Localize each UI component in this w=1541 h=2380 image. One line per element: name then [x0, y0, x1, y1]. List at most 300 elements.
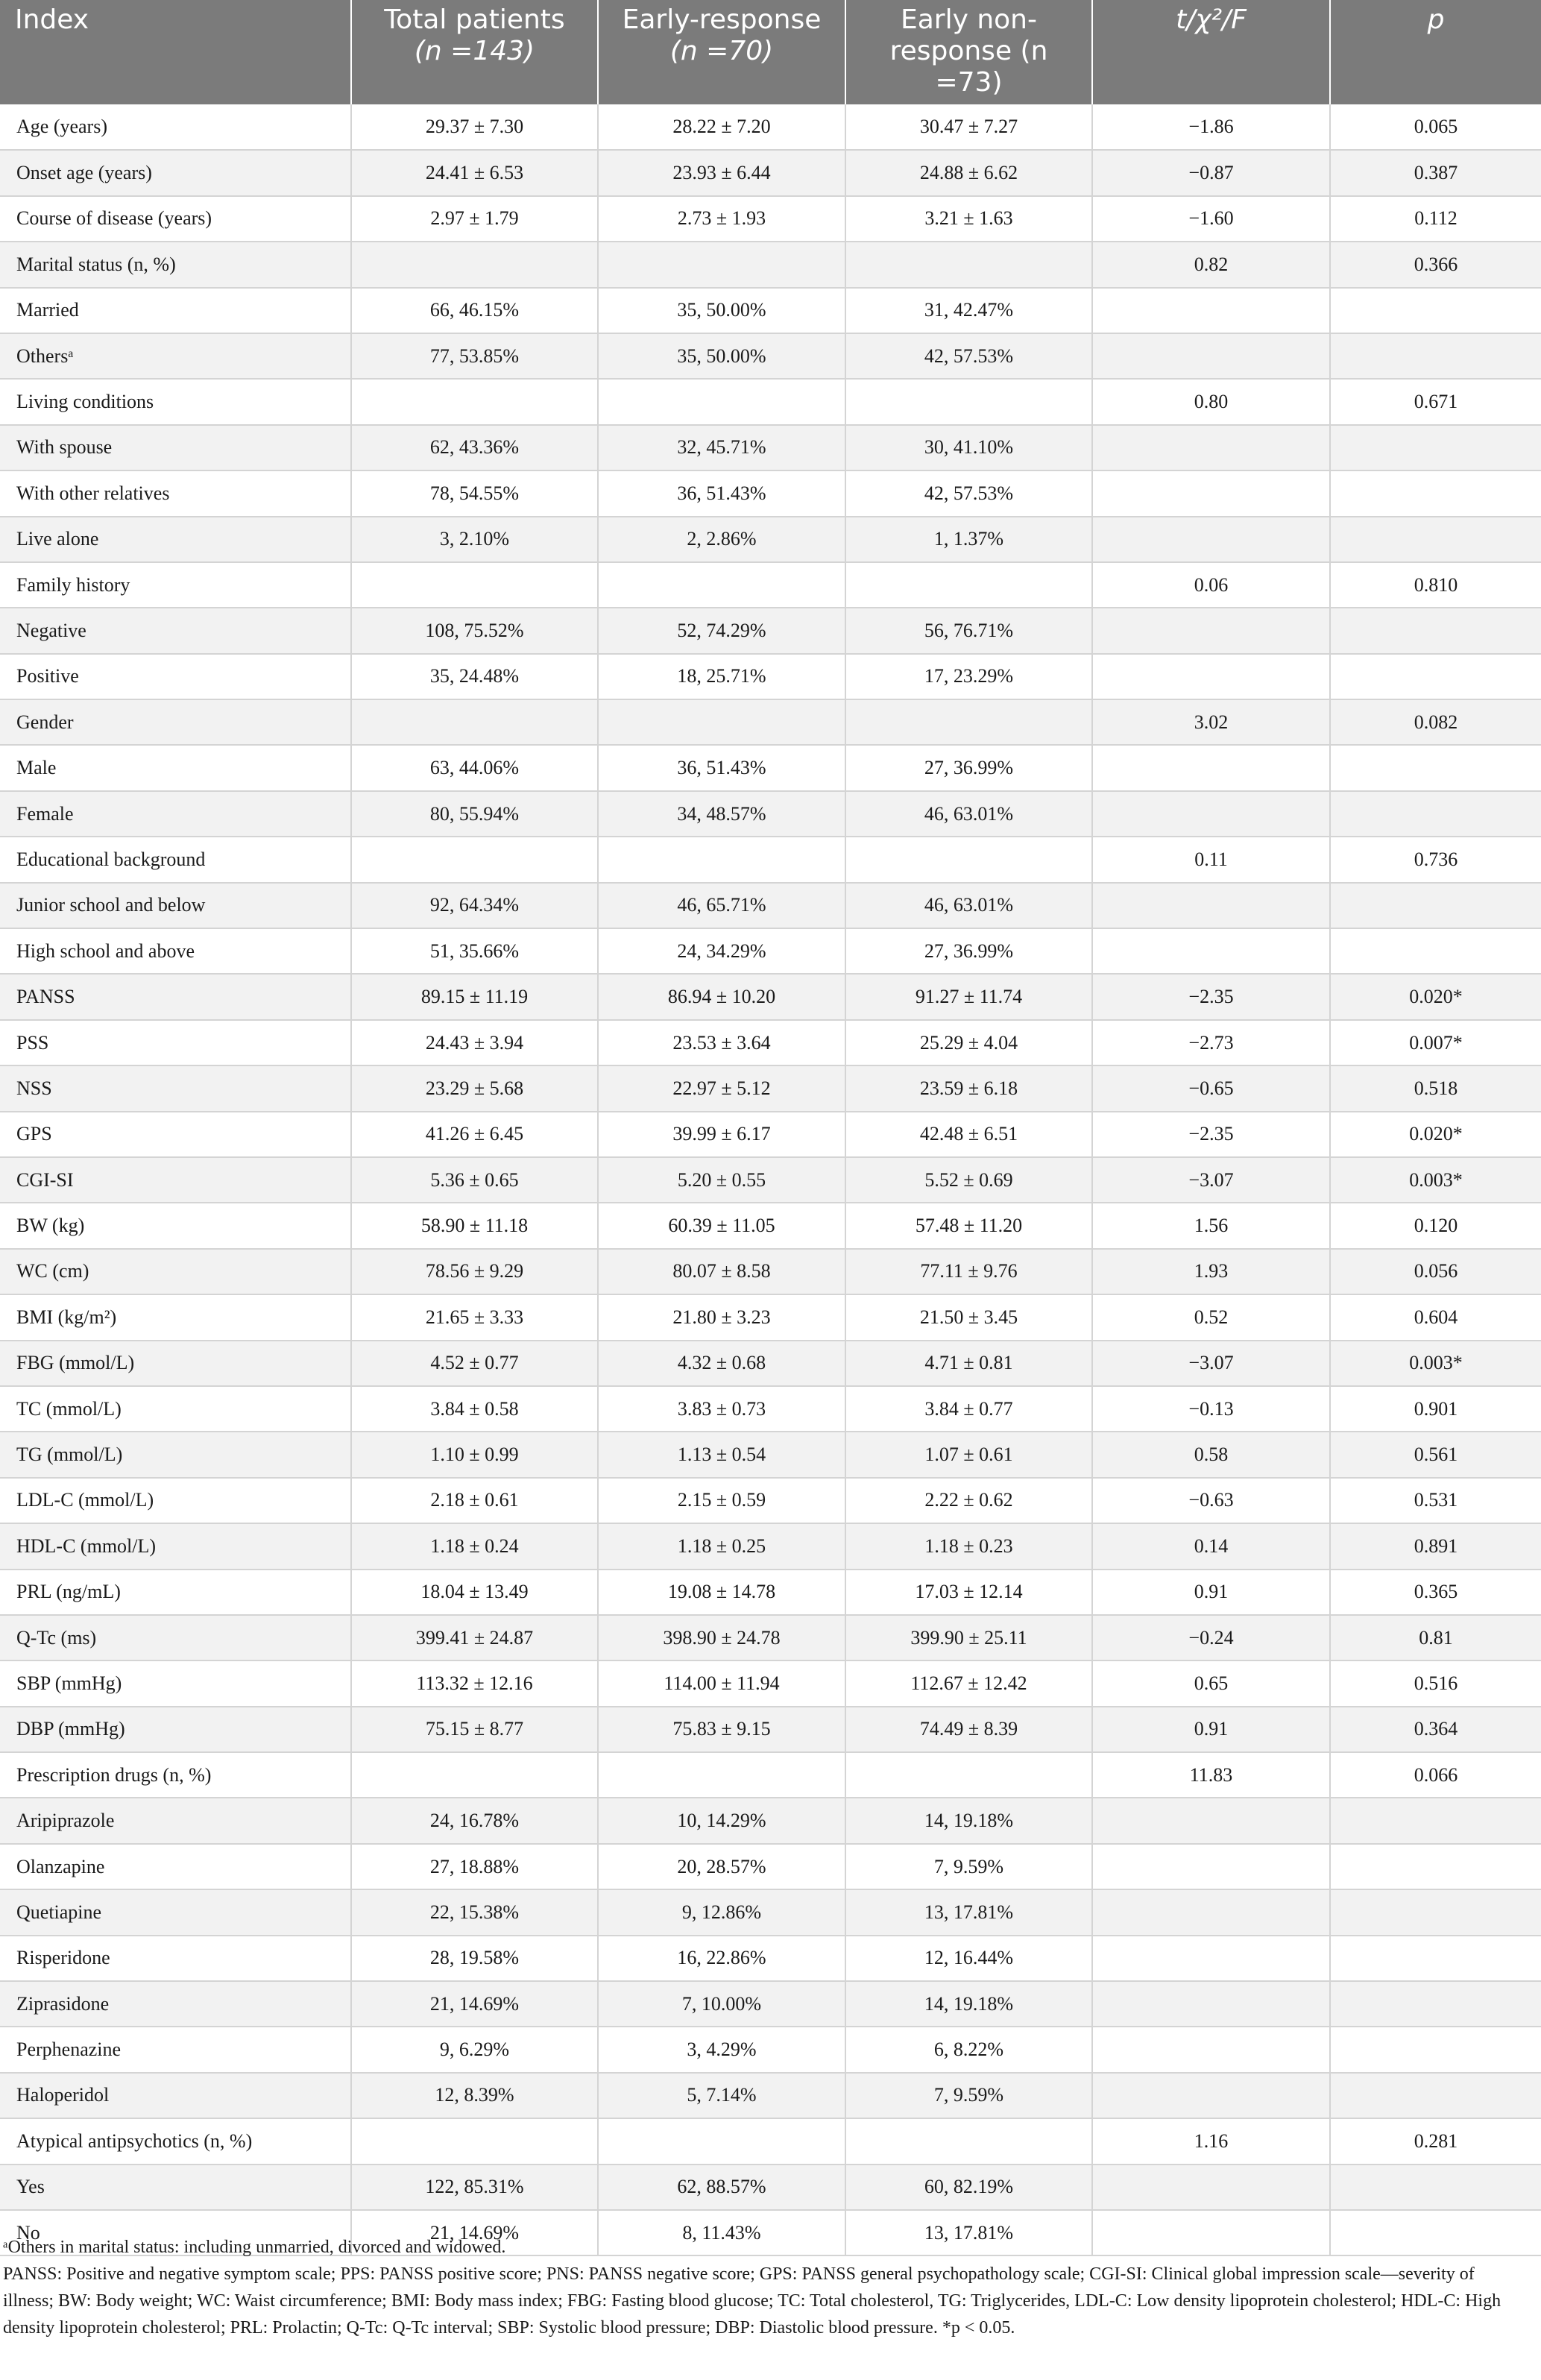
early-response-cell: 2, 2.86%	[598, 517, 845, 562]
early-non-response-cell: 3.84 ± 0.77	[845, 1386, 1092, 1432]
table-row	[0, 791, 1541, 837]
test-statistic-cell	[1092, 608, 1330, 653]
early-non-response-cell: 6, 8.22%	[845, 2027, 1092, 2072]
p-value-cell: 0.810	[1330, 562, 1541, 608]
early-response-cell: 20, 28.57%	[598, 1844, 845, 1889]
early-non-response-cell: 24.88 ± 6.62	[845, 150, 1092, 195]
table-row	[0, 1844, 1541, 1889]
table-row	[0, 150, 1541, 195]
test-statistic-cell: −1.86	[1092, 104, 1330, 150]
table-row	[0, 1020, 1541, 1065]
header-test-statistic: t/χ²/F	[1092, 0, 1330, 104]
test-statistic-cell: −0.24	[1092, 1615, 1330, 1660]
total-patients-cell: 122, 85.31%	[351, 2165, 598, 2210]
p-value-cell: 0.891	[1330, 1523, 1541, 1569]
row-index-cell: CGI-SI	[0, 1157, 351, 1203]
early-response-cell: 10, 14.29%	[598, 1798, 845, 1843]
table-row	[0, 974, 1541, 1019]
table-row	[0, 2027, 1541, 2072]
p-value-cell: 0.901	[1330, 1386, 1541, 1432]
row-index-cell: LDL-C (mmol/L)	[0, 1478, 351, 1523]
row-index-cell: Negative	[0, 608, 351, 653]
table-footnotes	[0, 2234, 1524, 2341]
early-response-cell	[598, 562, 845, 608]
table-row	[0, 837, 1541, 882]
test-statistic-cell: 1.16	[1092, 2118, 1330, 2164]
total-patients-cell	[351, 1752, 598, 1798]
table-row	[0, 1981, 1541, 2027]
table-row	[0, 745, 1541, 790]
row-index-cell: BW (kg)	[0, 1203, 351, 1248]
early-non-response-cell: 4.71 ± 0.81	[845, 1341, 1092, 1386]
table-row	[0, 288, 1541, 333]
test-statistic-cell: 11.83	[1092, 1752, 1330, 1798]
row-index-cell: SBP (mmHg)	[0, 1660, 351, 1706]
test-statistic-cell: 0.91	[1092, 1707, 1330, 1752]
total-patients-cell: 18.04 ± 13.49	[351, 1570, 598, 1615]
table-row	[0, 1065, 1541, 1111]
row-index-cell: Onset age (years)	[0, 150, 351, 195]
early-response-cell	[598, 379, 845, 424]
early-response-cell: 4.32 ± 0.68	[598, 1341, 845, 1386]
early-response-cell	[598, 242, 845, 287]
early-response-cell: 36, 51.43%	[598, 470, 845, 516]
early-response-cell: 2.73 ± 1.93	[598, 196, 845, 242]
p-value-cell: 0.281	[1330, 2118, 1541, 2164]
test-statistic-cell: 0.82	[1092, 242, 1330, 287]
early-response-cell: 23.93 ± 6.44	[598, 150, 845, 195]
row-index-cell: Q-Tc (ms)	[0, 1615, 351, 1660]
test-statistic-cell	[1092, 517, 1330, 562]
p-value-cell	[1330, 1981, 1541, 2027]
row-index-cell: Male	[0, 745, 351, 790]
test-statistic-cell: 0.91	[1092, 1570, 1330, 1615]
early-response-cell: 35, 50.00%	[598, 333, 845, 379]
p-value-cell	[1330, 1798, 1541, 1843]
p-value-cell: 0.366	[1330, 242, 1541, 287]
p-value-cell	[1330, 1936, 1541, 1981]
total-patients-cell: 35, 24.48%	[351, 654, 598, 699]
test-statistic-cell: 0.58	[1092, 1432, 1330, 1477]
total-patients-cell: 9, 6.29%	[351, 2027, 598, 2072]
early-response-cell: 22.97 ± 5.12	[598, 1065, 845, 1111]
test-statistic-cell	[1092, 333, 1330, 379]
early-response-cell: 35, 50.00%	[598, 288, 845, 333]
early-response-cell: 2.15 ± 0.59	[598, 1478, 845, 1523]
table-row	[0, 333, 1541, 379]
row-index-cell: HDL-C (mmol/L)	[0, 1523, 351, 1569]
total-patients-cell: 1.18 ± 0.24	[351, 1523, 598, 1569]
early-non-response-cell: 13, 17.81%	[845, 1889, 1092, 1935]
early-response-cell: 1.13 ± 0.54	[598, 1432, 845, 1477]
total-patients-cell: 24, 16.78%	[351, 1798, 598, 1843]
total-patients-cell: 29.37 ± 7.30	[351, 104, 598, 150]
footnote-abbreviations: PANSS: Positive and negative symptom scale; PPS: PANSS positive score; PNS: PANSS negative score; GPS: PANSS general psychopathology scale; CGI-SI: Clinical global impression scale—severity of illness; BW: Body weight; WC: Waist circumference; BMI: Body mass index; FBG: Fasting blood glucose; TC: Total cholesterol, TG: Triglycerides, LDL-C: Low density lipoprotein cholesterol; HDL-C: High density lipoprotein cholesterol; PRL: Prolactin; Q-Tc: Q-Tc interval; SBP: Systolic blood pressure; DBP: Diastolic blood pressure. *p < 0.05.	[3, 2264, 1501, 2338]
row-index-cell: With other relatives	[0, 470, 351, 516]
early-non-response-cell: 42, 57.53%	[845, 333, 1092, 379]
early-response-cell: 34, 48.57%	[598, 791, 845, 837]
early-non-response-cell: 77.11 ± 9.76	[845, 1249, 1092, 1294]
test-statistic-cell	[1092, 1844, 1330, 1889]
table-row	[0, 1660, 1541, 1706]
total-patients-cell: 108, 75.52%	[351, 608, 598, 653]
test-statistic-cell	[1092, 425, 1330, 470]
row-index-cell: Family history	[0, 562, 351, 608]
row-index-cell: PRL (ng/mL)	[0, 1570, 351, 1615]
row-index-cell: Junior school and below	[0, 883, 351, 928]
early-response-cell: 36, 51.43%	[598, 745, 845, 790]
test-statistic-cell	[1092, 745, 1330, 790]
table-row	[0, 1523, 1541, 1569]
test-statistic-cell	[1092, 1981, 1330, 2027]
p-value-cell: 0.671	[1330, 379, 1541, 424]
early-non-response-cell: 91.27 ± 11.74	[845, 974, 1092, 1019]
early-non-response-cell	[845, 379, 1092, 424]
test-statistic-cell: 0.52	[1092, 1294, 1330, 1340]
test-statistic-cell	[1092, 2073, 1330, 2118]
early-response-cell: 21.80 ± 3.23	[598, 1294, 845, 1340]
test-statistic-cell: 1.56	[1092, 1203, 1330, 1248]
total-patients-cell: 21, 14.69%	[351, 2210, 598, 2255]
table-body	[0, 104, 1541, 2255]
total-patients-cell: 2.18 ± 0.61	[351, 1478, 598, 1523]
early-non-response-cell	[845, 699, 1092, 745]
header-early-response: Early-response (n =70)	[598, 0, 845, 104]
p-value-cell	[1330, 883, 1541, 928]
table-row	[0, 1478, 1541, 1523]
table-row	[0, 1570, 1541, 1615]
p-value-cell	[1330, 791, 1541, 837]
row-index-cell: NSS	[0, 1065, 351, 1111]
total-patients-cell: 78.56 ± 9.29	[351, 1249, 598, 1294]
row-index-cell: BMI (kg/m²)	[0, 1294, 351, 1340]
row-index-cell: PSS	[0, 1020, 351, 1065]
test-statistic-cell	[1092, 2165, 1330, 2210]
test-statistic-cell	[1092, 1798, 1330, 1843]
early-response-cell: 8, 11.43%	[598, 2210, 845, 2255]
early-non-response-cell: 60, 82.19%	[845, 2165, 1092, 2210]
early-response-cell	[598, 1752, 845, 1798]
total-patients-cell: 80, 55.94%	[351, 791, 598, 837]
early-non-response-cell: 30, 41.10%	[845, 425, 1092, 470]
early-response-cell: 3, 4.29%	[598, 2027, 845, 2072]
row-index-cell: Educational background	[0, 837, 351, 882]
total-patients-cell	[351, 379, 598, 424]
total-patients-cell: 77, 53.85%	[351, 333, 598, 379]
early-response-cell: 62, 88.57%	[598, 2165, 845, 2210]
total-patients-cell: 399.41 ± 24.87	[351, 1615, 598, 1660]
p-value-cell: 0.561	[1330, 1432, 1541, 1477]
early-response-cell: 52, 74.29%	[598, 608, 845, 653]
early-response-cell: 5, 7.14%	[598, 2073, 845, 2118]
header-index: Index	[0, 0, 351, 104]
test-statistic-cell: 0.65	[1092, 1660, 1330, 1706]
early-response-cell: 1.18 ± 0.25	[598, 1523, 845, 1569]
table-row	[0, 1615, 1541, 1660]
p-value-cell	[1330, 928, 1541, 974]
p-value-cell: 0.003*	[1330, 1157, 1541, 1203]
row-index-cell: Yes	[0, 2165, 351, 2210]
early-non-response-cell	[845, 1752, 1092, 1798]
p-value-cell	[1330, 2027, 1541, 2072]
row-index-cell: Quetiapine	[0, 1889, 351, 1935]
total-patients-cell: 89.15 ± 11.19	[351, 974, 598, 1019]
p-value-cell: 0.736	[1330, 837, 1541, 882]
total-patients-cell: 3.84 ± 0.58	[351, 1386, 598, 1432]
total-patients-cell: 113.32 ± 12.16	[351, 1660, 598, 1706]
table-row	[0, 196, 1541, 242]
table-row	[0, 2073, 1541, 2118]
row-index-cell: FBG (mmol/L)	[0, 1341, 351, 1386]
early-response-cell: 398.90 ± 24.78	[598, 1615, 845, 1660]
early-non-response-cell: 31, 42.47%	[845, 288, 1092, 333]
early-non-response-cell: 7, 9.59%	[845, 2073, 1092, 2118]
row-index-cell: Living conditions	[0, 379, 351, 424]
test-statistic-cell: −0.13	[1092, 1386, 1330, 1432]
test-statistic-cell: 3.02	[1092, 699, 1330, 745]
total-patients-cell: 58.90 ± 11.18	[351, 1203, 598, 1248]
table-row	[0, 1386, 1541, 1432]
total-patients-cell	[351, 2118, 598, 2164]
test-statistic-cell: 1.93	[1092, 1249, 1330, 1294]
row-index-cell: Ziprasidone	[0, 1981, 351, 2027]
p-value-cell	[1330, 1889, 1541, 1935]
row-index-cell: Atypical antipsychotics (n, %)	[0, 2118, 351, 2164]
early-response-cell	[598, 2118, 845, 2164]
p-value-cell	[1330, 1844, 1541, 1889]
p-value-cell	[1330, 608, 1541, 653]
table-row	[0, 1432, 1541, 1477]
early-response-cell: 16, 22.86%	[598, 1936, 845, 1981]
p-value-cell	[1330, 425, 1541, 470]
early-response-cell: 5.20 ± 0.55	[598, 1157, 845, 1203]
total-patients-cell: 41.26 ± 6.45	[351, 1112, 598, 1157]
total-patients-cell	[351, 242, 598, 287]
early-response-cell: 23.53 ± 3.64	[598, 1020, 845, 1065]
early-non-response-cell: 25.29 ± 4.04	[845, 1020, 1092, 1065]
p-value-cell: 0.364	[1330, 1707, 1541, 1752]
table-row	[0, 1752, 1541, 1798]
row-index-cell: Perphenazine	[0, 2027, 351, 2072]
p-value-cell: 0.531	[1330, 1478, 1541, 1523]
row-index-cell: Age (years)	[0, 104, 351, 150]
total-patients-cell: 22, 15.38%	[351, 1889, 598, 1935]
table-row	[0, 562, 1541, 608]
total-patients-cell: 92, 64.34%	[351, 883, 598, 928]
early-response-cell: 39.99 ± 6.17	[598, 1112, 845, 1157]
early-response-cell: 3.83 ± 0.73	[598, 1386, 845, 1432]
early-response-cell: 46, 65.71%	[598, 883, 845, 928]
early-response-cell	[598, 699, 845, 745]
row-index-cell: DBP (mmHg)	[0, 1707, 351, 1752]
early-non-response-cell	[845, 242, 1092, 287]
early-response-cell	[598, 837, 845, 882]
total-patients-cell: 28, 19.58%	[351, 1936, 598, 1981]
p-value-cell	[1330, 2073, 1541, 2118]
p-value-cell: 0.020*	[1330, 974, 1541, 1019]
table-row	[0, 1157, 1541, 1203]
early-non-response-cell: 23.59 ± 6.18	[845, 1065, 1092, 1111]
p-value-cell	[1330, 288, 1541, 333]
early-response-cell: 24, 34.29%	[598, 928, 845, 974]
p-value-cell: 0.007*	[1330, 1020, 1541, 1065]
p-value-cell: 0.120	[1330, 1203, 1541, 1248]
row-index-cell: Othersᵃ	[0, 333, 351, 379]
total-patients-cell: 3, 2.10%	[351, 517, 598, 562]
table-row	[0, 1707, 1541, 1752]
header-early-non-response: Early non- response (n =73)	[845, 0, 1092, 104]
early-non-response-cell	[845, 2118, 1092, 2164]
p-value-cell: 0.604	[1330, 1294, 1541, 1340]
early-response-cell: 86.94 ± 10.20	[598, 974, 845, 1019]
table-row	[0, 470, 1541, 516]
early-non-response-cell: 1, 1.37%	[845, 517, 1092, 562]
early-non-response-cell: 46, 63.01%	[845, 791, 1092, 837]
row-index-cell: Marital status (n, %)	[0, 242, 351, 287]
p-value-cell: 0.056	[1330, 1249, 1541, 1294]
total-patients-cell: 78, 54.55%	[351, 470, 598, 516]
total-patients-cell: 75.15 ± 8.77	[351, 1707, 598, 1752]
row-index-cell: Prescription drugs (n, %)	[0, 1752, 351, 1798]
table-row	[0, 1294, 1541, 1340]
p-value-cell: 0.082	[1330, 699, 1541, 745]
early-response-cell: 18, 25.71%	[598, 654, 845, 699]
table-row	[0, 1112, 1541, 1157]
p-value-cell: 0.365	[1330, 1570, 1541, 1615]
total-patients-cell: 66, 46.15%	[351, 288, 598, 333]
table-row	[0, 928, 1541, 974]
table-row	[0, 425, 1541, 470]
test-statistic-cell	[1092, 883, 1330, 928]
table-row	[0, 654, 1541, 699]
test-statistic-cell: −1.60	[1092, 196, 1330, 242]
test-statistic-cell: 0.11	[1092, 837, 1330, 882]
total-patients-cell: 27, 18.88%	[351, 1844, 598, 1889]
total-patients-cell	[351, 837, 598, 882]
row-index-cell: Female	[0, 791, 351, 837]
row-index-cell: Haloperidol	[0, 2073, 351, 2118]
p-value-cell	[1330, 333, 1541, 379]
row-index-cell: GPS	[0, 1112, 351, 1157]
test-statistic-cell: 0.06	[1092, 562, 1330, 608]
test-statistic-cell: −0.63	[1092, 1478, 1330, 1523]
early-non-response-cell: 14, 19.18%	[845, 1981, 1092, 2027]
p-value-cell: 0.81	[1330, 1615, 1541, 1660]
p-value-cell	[1330, 654, 1541, 699]
table-row	[0, 608, 1541, 653]
early-non-response-cell: 42, 57.53%	[845, 470, 1092, 516]
row-index-cell: No	[0, 2210, 351, 2255]
test-statistic-cell: −0.65	[1092, 1065, 1330, 1111]
test-statistic-cell: −2.73	[1092, 1020, 1330, 1065]
row-index-cell: Married	[0, 288, 351, 333]
total-patients-cell: 2.97 ± 1.79	[351, 196, 598, 242]
test-statistic-cell: −2.35	[1092, 1112, 1330, 1157]
row-index-cell: Live alone	[0, 517, 351, 562]
total-patients-cell: 24.43 ± 3.94	[351, 1020, 598, 1065]
row-index-cell: PANSS	[0, 974, 351, 1019]
footnote-a: ᵃOthers in marital status: including unmarried, divorced and widowed.	[3, 2238, 506, 2257]
total-patients-cell: 5.36 ± 0.65	[351, 1157, 598, 1203]
table-row	[0, 1341, 1541, 1386]
early-non-response-cell: 57.48 ± 11.20	[845, 1203, 1092, 1248]
early-response-cell: 9, 12.86%	[598, 1889, 845, 1935]
row-index-cell: TC (mmol/L)	[0, 1386, 351, 1432]
test-statistic-cell: −3.07	[1092, 1341, 1330, 1386]
test-statistic-cell	[1092, 470, 1330, 516]
row-index-cell: With spouse	[0, 425, 351, 470]
total-patients-cell: 21, 14.69%	[351, 1981, 598, 2027]
total-patients-cell: 4.52 ± 0.77	[351, 1341, 598, 1386]
p-value-cell: 0.112	[1330, 196, 1541, 242]
p-value-cell	[1330, 745, 1541, 790]
table-row	[0, 242, 1541, 287]
row-index-cell: TG (mmol/L)	[0, 1432, 351, 1477]
early-non-response-cell: 2.22 ± 0.62	[845, 1478, 1092, 1523]
early-non-response-cell: 399.90 ± 25.11	[845, 1615, 1092, 1660]
total-patients-cell: 51, 35.66%	[351, 928, 598, 974]
p-value-cell	[1330, 517, 1541, 562]
early-non-response-cell: 17.03 ± 12.14	[845, 1570, 1092, 1615]
header-p-value: p	[1330, 0, 1541, 104]
row-index-cell: Aripiprazole	[0, 1798, 351, 1843]
early-non-response-cell: 30.47 ± 7.27	[845, 104, 1092, 150]
early-non-response-cell: 27, 36.99%	[845, 745, 1092, 790]
early-response-cell: 19.08 ± 14.78	[598, 1570, 845, 1615]
table-row	[0, 699, 1541, 745]
p-value-cell: 0.387	[1330, 150, 1541, 195]
table-row	[0, 1249, 1541, 1294]
header-total-patients: Total patients (n =143)	[351, 0, 598, 104]
row-index-cell: Course of disease (years)	[0, 196, 351, 242]
table-row	[0, 104, 1541, 150]
test-statistic-cell: −0.87	[1092, 150, 1330, 195]
row-index-cell: Risperidone	[0, 1936, 351, 1981]
early-non-response-cell: 21.50 ± 3.45	[845, 1294, 1092, 1340]
row-index-cell: High school and above	[0, 928, 351, 974]
early-non-response-cell: 56, 76.71%	[845, 608, 1092, 653]
total-patients-cell: 63, 44.06%	[351, 745, 598, 790]
total-patients-cell: 12, 8.39%	[351, 2073, 598, 2118]
row-index-cell: Olanzapine	[0, 1844, 351, 1889]
table-row	[0, 517, 1541, 562]
table-row	[0, 1936, 1541, 1981]
early-non-response-cell: 74.49 ± 8.39	[845, 1707, 1092, 1752]
p-value-cell: 0.020*	[1330, 1112, 1541, 1157]
total-patients-cell: 1.10 ± 0.99	[351, 1432, 598, 1477]
row-index-cell: WC (cm)	[0, 1249, 351, 1294]
table-row	[0, 1798, 1541, 1843]
p-value-cell: 0.518	[1330, 1065, 1541, 1111]
early-non-response-cell: 5.52 ± 0.69	[845, 1157, 1092, 1203]
early-non-response-cell: 14, 19.18%	[845, 1798, 1092, 1843]
test-statistic-cell	[1092, 1936, 1330, 1981]
row-index-cell: Positive	[0, 654, 351, 699]
test-statistic-cell: 0.14	[1092, 1523, 1330, 1569]
table-row	[0, 1203, 1541, 1248]
p-value-cell	[1330, 2165, 1541, 2210]
total-patients-cell	[351, 562, 598, 608]
early-response-cell: 114.00 ± 11.94	[598, 1660, 845, 1706]
p-value-cell	[1330, 470, 1541, 516]
table-row	[0, 883, 1541, 928]
table-row	[0, 1889, 1541, 1935]
test-statistic-cell	[1092, 288, 1330, 333]
test-statistic-cell	[1092, 791, 1330, 837]
table-row	[0, 2118, 1541, 2164]
early-non-response-cell: 46, 63.01%	[845, 883, 1092, 928]
table-row	[0, 2165, 1541, 2210]
